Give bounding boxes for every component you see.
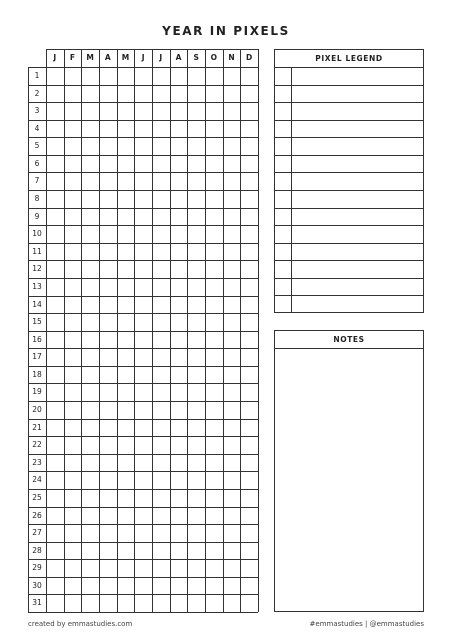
grid-column-line [187, 49, 188, 612]
legend-row-line [275, 102, 423, 103]
day-label: 29 [32, 563, 42, 573]
month-header: J [159, 53, 163, 62]
pixel-legend-box [274, 49, 424, 313]
day-label: 15 [32, 317, 42, 327]
day-label: 28 [32, 545, 42, 555]
month-header: D [246, 53, 253, 62]
day-label: 9 [34, 211, 40, 221]
grid-column-line [46, 49, 47, 612]
month-header: M [121, 53, 130, 62]
grid-column-line [64, 49, 65, 612]
day-label: 27 [32, 528, 42, 538]
legend-row-line [275, 260, 423, 261]
legend-row-line [275, 278, 423, 279]
month-header: M [86, 53, 94, 62]
day-label: 22 [32, 440, 42, 450]
day-label: 30 [32, 580, 42, 590]
month-header: O [210, 53, 218, 62]
grid-column-line [240, 49, 241, 612]
page-title: YEAR IN PIXELS [162, 24, 290, 38]
grid-column-line [81, 49, 82, 612]
grid-column-line [170, 49, 171, 612]
day-label: 2 [34, 88, 40, 98]
grid-column-line [152, 49, 153, 612]
grid-column-line [205, 49, 206, 612]
month-header: F [69, 53, 76, 62]
day-label: 1 [34, 71, 40, 80]
month-header: J [141, 53, 145, 62]
grid-left-line [28, 67, 29, 612]
day-label: 4 [34, 123, 40, 133]
grid-row-line [28, 612, 258, 613]
day-label: 8 [34, 194, 40, 204]
day-label: 16 [32, 334, 42, 344]
day-label: 5 [34, 141, 40, 151]
notes-box [274, 330, 424, 612]
month-header: J [53, 53, 57, 62]
grid-column-line [117, 49, 118, 612]
notes-title-divider [275, 348, 423, 349]
day-label: 23 [32, 457, 42, 467]
legend-row-line [275, 190, 423, 191]
month-header: A [104, 53, 111, 62]
day-label: 17 [32, 352, 42, 362]
day-label: 20 [32, 405, 42, 415]
day-label: 10 [32, 229, 42, 239]
legend-row-line [275, 208, 423, 209]
day-label: 12 [32, 264, 42, 274]
day-label: 14 [32, 299, 42, 309]
day-label: 18 [32, 369, 42, 379]
month-header: A [175, 53, 182, 62]
pixel-grid [28, 49, 258, 612]
day-label: 24 [32, 475, 42, 485]
day-label: 19 [32, 387, 42, 397]
legend-row-line [275, 120, 423, 121]
pixel-legend-title: PIXEL LEGEND [315, 54, 383, 63]
legend-row-line [275, 137, 423, 138]
day-label: 11 [32, 246, 42, 256]
grid-column-line [99, 49, 100, 612]
grid-column-line [223, 49, 224, 612]
legend-row-line [275, 85, 423, 86]
day-label: 7 [34, 176, 40, 186]
footer-credit: created by emmastudies.com [28, 620, 133, 628]
day-label: 31 [32, 598, 42, 608]
day-label: 25 [32, 492, 42, 502]
legend-row-line [275, 155, 423, 156]
legend-row-line [275, 243, 423, 244]
legend-swatch-divider [291, 67, 292, 312]
legend-row-line [275, 67, 423, 68]
month-header: N [228, 53, 235, 62]
day-label: 26 [32, 510, 42, 520]
grid-column-line [258, 49, 259, 612]
legend-row-line [275, 225, 423, 226]
legend-row-line [275, 295, 423, 296]
notes-title: NOTES [333, 335, 365, 344]
grid-column-line [134, 49, 135, 612]
legend-row-line [275, 172, 423, 173]
month-header: S [193, 53, 199, 62]
day-label: 3 [34, 106, 40, 116]
day-label: 6 [34, 158, 40, 168]
footer-social: #emmastudies | @emmastudies [309, 620, 424, 628]
day-label: 13 [32, 281, 42, 291]
day-label: 21 [32, 422, 42, 432]
